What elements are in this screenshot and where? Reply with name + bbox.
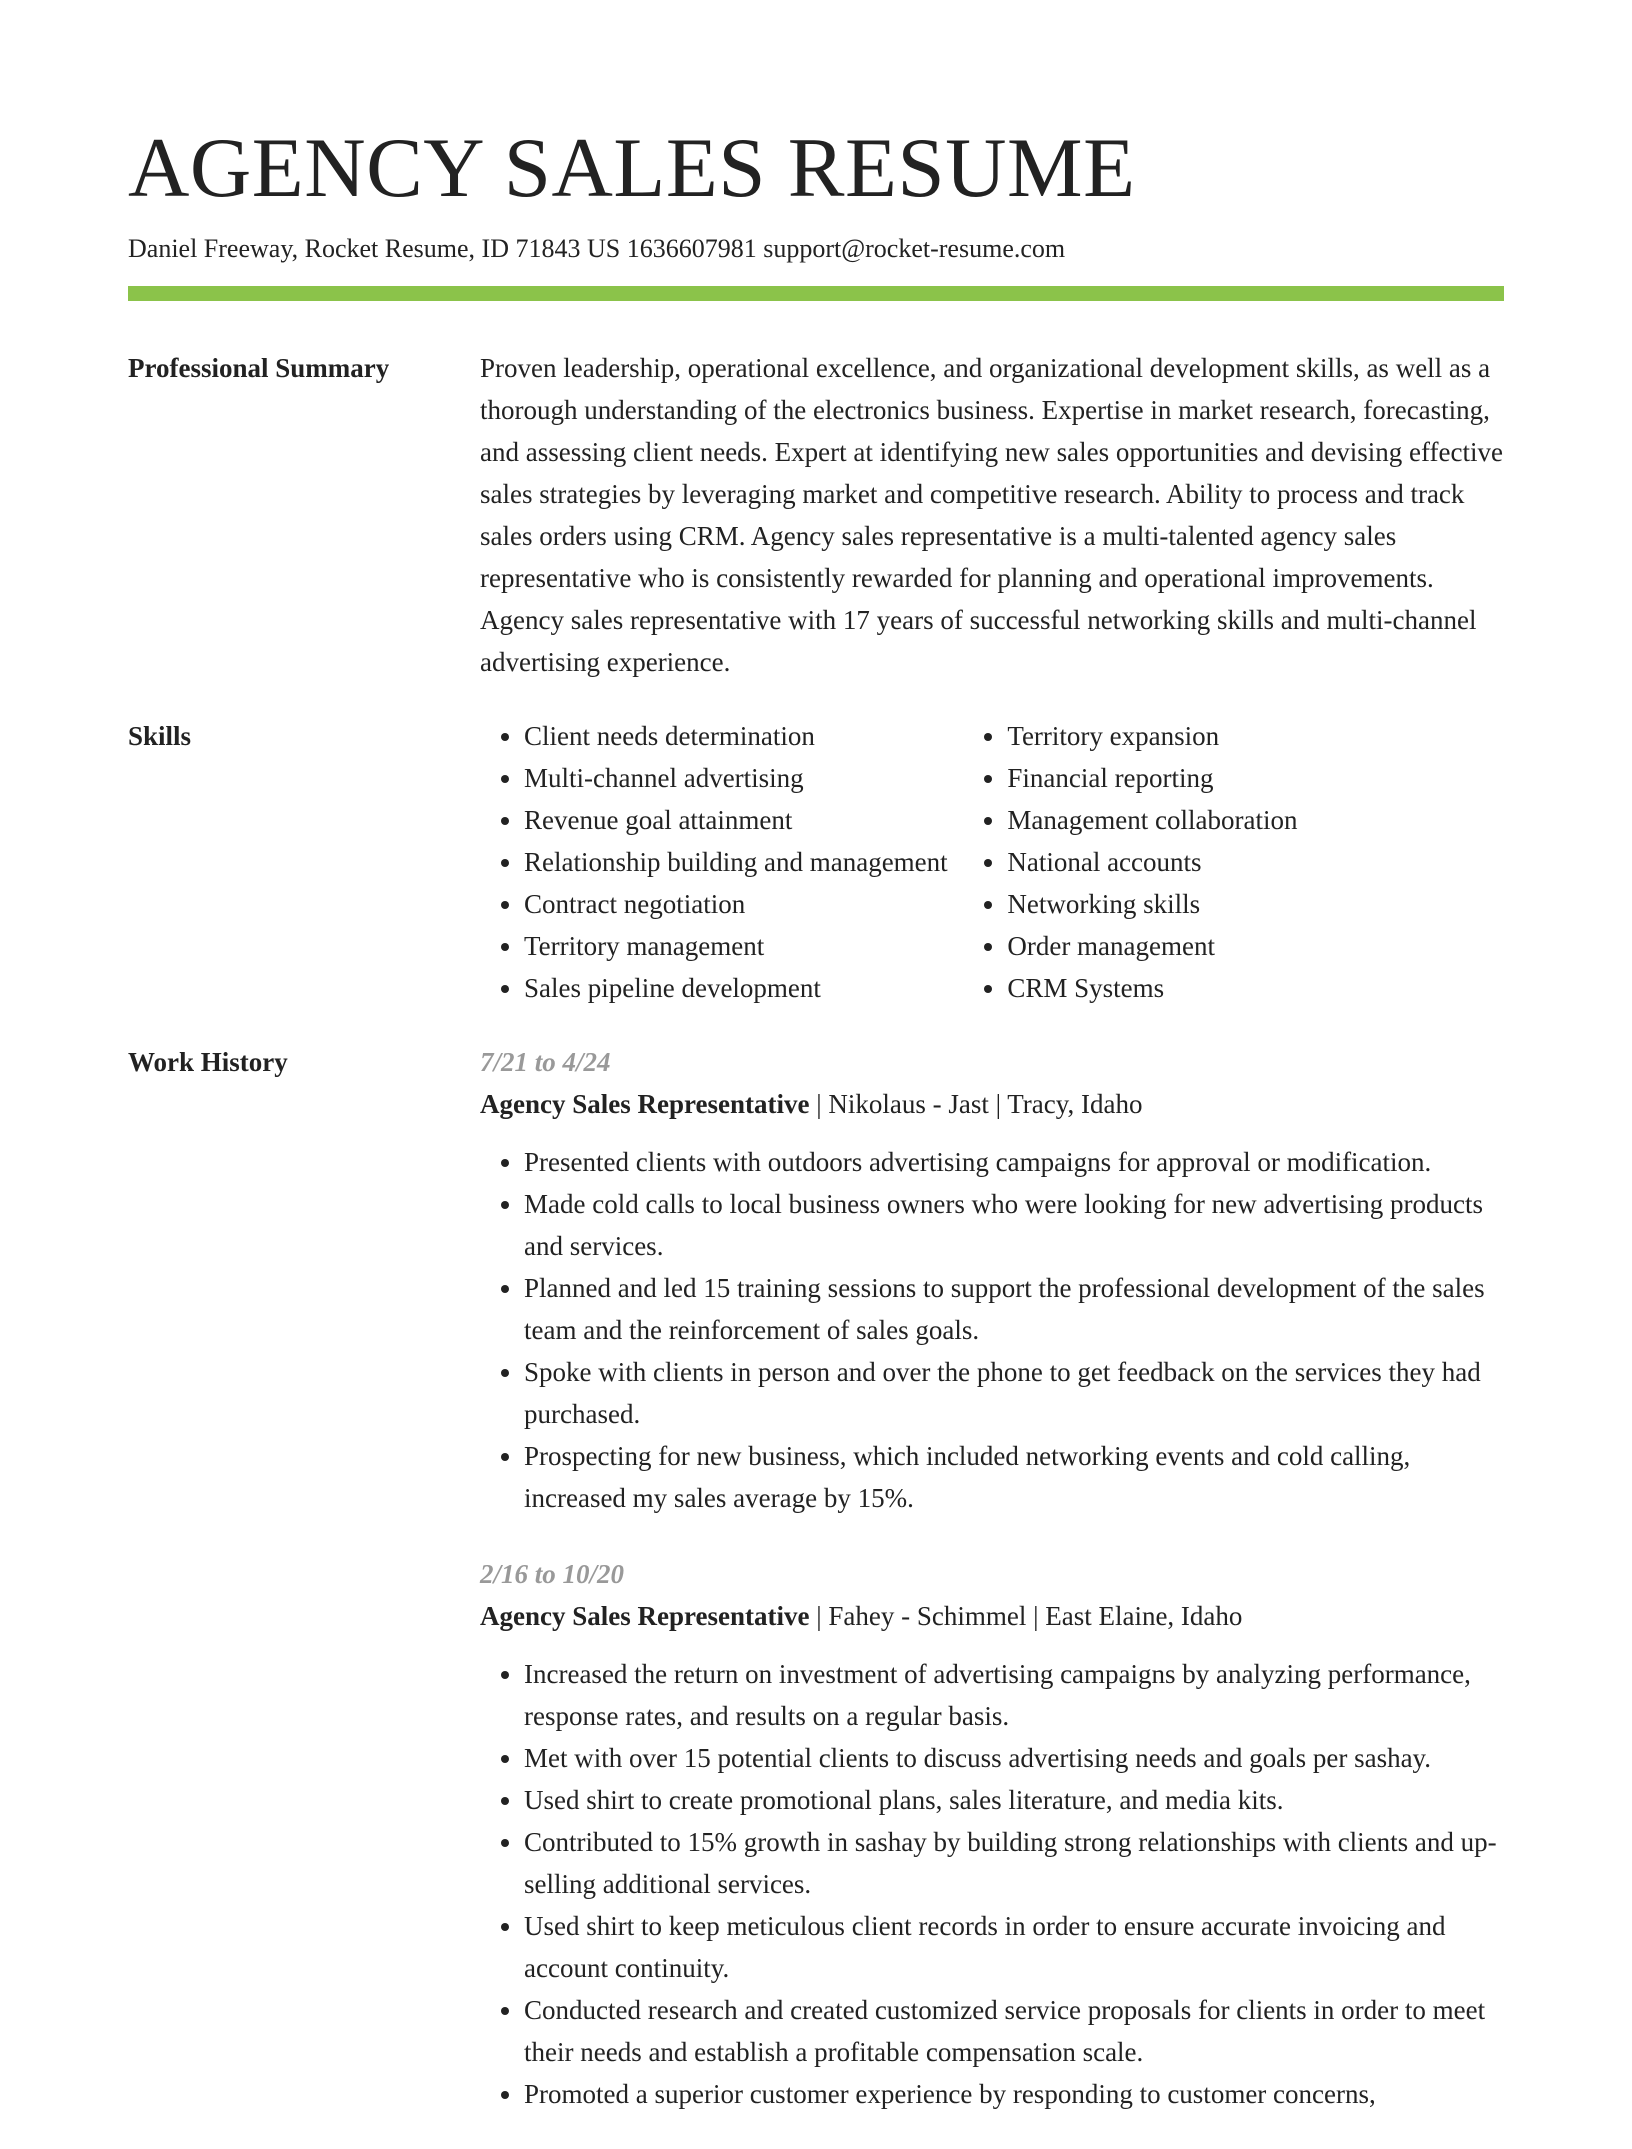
summary-text: Proven leadership, operational excellence, and organizational development skills, as well as a thorough understanding of the electronics business. Expertise in market research, forecasting, and assessing client needs. Expert at identifying new sales opportunities and devising effective sales strategies by leveraging market and competitive research. Ability to process and track sales orders using CRM. Agency sales representative is a multi-talented agency sales representative who is consistently rewarded for planning and operational improvements. Agency sales representative with 17 years of successful networking skills and multi-channel advertising experience. (480, 353, 1503, 677)
skills-body (480, 715, 1504, 1009)
skill-item: • Sales pipeline development (524, 967, 963, 1009)
job-header (480, 1595, 1504, 1637)
skills-list-right (963, 715, 1504, 1009)
job-bullet: • Promoted a superior customer experience by responding to customer concerns, (524, 2073, 1504, 2115)
job-title: Agency Sales Representative (480, 1089, 810, 1119)
skill-item: • Order management (1007, 925, 1504, 967)
job-title: Agency Sales Representative (480, 1601, 810, 1631)
work-history-body (480, 1041, 1504, 2149)
skill-item: • Relationship building and management (524, 841, 963, 883)
job-entry (480, 1553, 1504, 2115)
job-header (480, 1083, 1504, 1125)
skill-item: • Territory expansion (1007, 715, 1504, 757)
contact-info: Daniel Freeway, Rocket Resume, ID 71843 US 1636607981 support@rocket-resume.com (128, 234, 1066, 263)
skills-columns (480, 715, 1504, 1009)
job-bullet: • Prospecting for new business, which included networking events and cold calling, increased my sales average by 15%. (524, 1435, 1504, 1519)
job-entry (480, 1041, 1504, 1519)
skill-item: • National accounts (1007, 841, 1504, 883)
skill-item: • Client needs determination (524, 715, 963, 757)
skills-label: Skills (128, 721, 192, 751)
job-bullet: • Contributed to 15% growth in sashay by building strong relationships with clients and up-selling additional services. (524, 1821, 1504, 1905)
skill-item: • Territory management (524, 925, 963, 967)
job-bullet: • Used shirt to create promotional plans, sales literature, and media kits. (524, 1779, 1504, 1821)
job-bullet: • Made cold calls to local business owners who were looking for new advertising products and services. (524, 1183, 1504, 1267)
summary-label: Professional Summary (128, 353, 390, 383)
skill-item: • Multi-channel advertising (524, 757, 963, 799)
job-bullets (480, 1653, 1504, 2115)
skill-item: • Financial reporting (1007, 757, 1504, 799)
job-dates: 2/16 to 10/20 (480, 1559, 625, 1589)
job-bullet: • Presented clients with outdoors advertising campaigns for approval or modification. (524, 1141, 1504, 1183)
job-bullet: • Increased the return on investment of advertising campaigns by analyzing performance, response rates, and results on a regular basis. (524, 1653, 1504, 1737)
skill-item: • Management collaboration (1007, 799, 1504, 841)
skill-item: • Networking skills (1007, 883, 1504, 925)
accent-divider (128, 286, 1504, 301)
resume-title: AGENCY SALES RESUME (128, 121, 1136, 215)
job-details: | Nikolaus - Jast | Tracy, Idaho (809, 1089, 1143, 1119)
job-bullet: • Met with over 15 potential clients to discuss advertising needs and goals per sashay. (524, 1737, 1504, 1779)
job-dates: 7/21 to 4/24 (480, 1047, 611, 1077)
skill-item: • CRM Systems (1007, 967, 1504, 1009)
job-bullet: • Planned and led 15 training sessions to support the professional development of the sales team and the reinforcement of sales goals. (524, 1267, 1504, 1351)
job-bullets (480, 1141, 1504, 1519)
skill-item: • Revenue goal attainment (524, 799, 963, 841)
summary-body (480, 347, 1504, 683)
job-bullet: • Spoke with clients in person and over the phone to get feedback on the services they had purchased. (524, 1351, 1504, 1435)
work-history-label: Work History (128, 1047, 288, 1077)
job-bullet: • Conducted research and created customized service proposals for clients in order to meet their needs and establish a profitable compensation scale. (524, 1989, 1504, 2073)
job-bullet: • Used shirt to keep meticulous client records in order to ensure accurate invoicing and account continuity. (524, 1905, 1504, 1989)
job-details: | Fahey - Schimmel | East Elaine, Idaho (809, 1601, 1243, 1631)
skill-item: • Contract negotiation (524, 883, 963, 925)
skills-list-left (480, 715, 963, 1009)
